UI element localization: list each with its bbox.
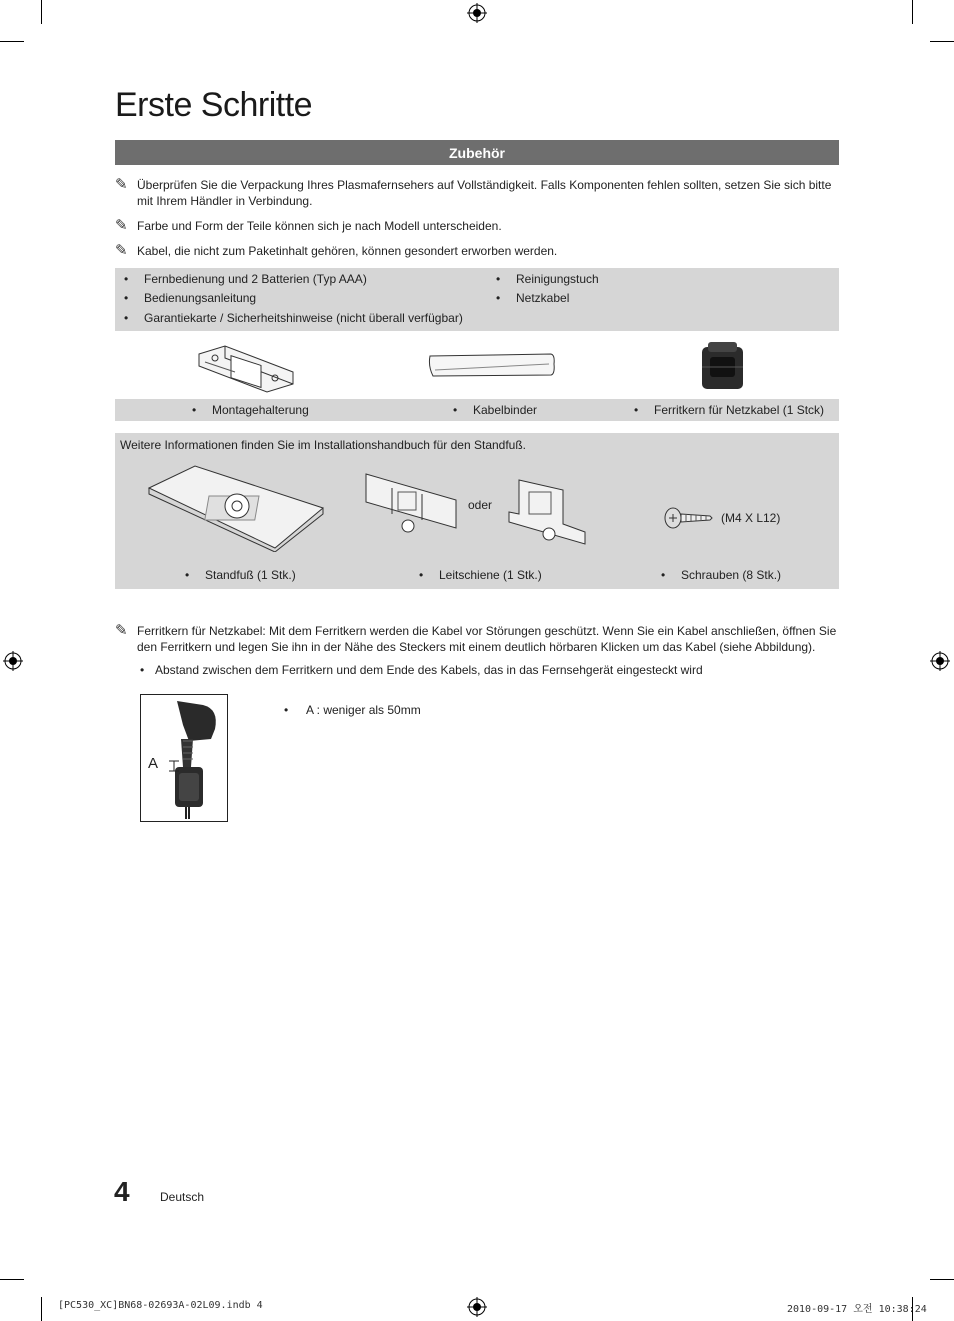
- figure-label-a: A: [148, 755, 159, 772]
- list-item: • Leitschiene (1 Stk.): [419, 568, 542, 582]
- print-date: 2010-09-17 오전 10:38:24: [787, 1304, 927, 1315]
- list-item: • Garantiekarte / Sicherheitshinweise (nicht überall verfügbar): [124, 311, 463, 325]
- guide-rail-image-2: [505, 476, 589, 548]
- pencil-note-icon: ✎: [115, 217, 128, 234]
- ferrite-note: ✎ Ferritkern für Netzkabel: Mit dem Ferritkern werden die Kabel vor Störungen geschützt. Wenn Sie ein Kabel anschließen, öffnen Sie den Ferritkern und legen Sie ihn in der Nähe des Steckers mit einem deutlich hörbaren Klicken um das Kabel (siehe Abbildung).: [115, 622, 837, 654]
- registration-mark-icon: [467, 1297, 487, 1317]
- language-label: Deutsch: [160, 1190, 205, 1204]
- list-item: • Schrauben (8 Stk.): [661, 568, 782, 582]
- section-header: Zubehör: [115, 140, 839, 165]
- screw-spec: (M4 X L12): [721, 511, 781, 525]
- wall-mount-bracket-image: [195, 338, 299, 394]
- page-number: 4: [114, 1176, 130, 1207]
- pencil-note-icon: ✎: [115, 622, 128, 639]
- list-item: • Abstand zwischen dem Ferritkern und dem Ende des Kabels, das in das Fernsehgerät eingesteckt wird: [140, 663, 703, 677]
- note-color-shape: ✎ Farbe und Form der Teile können sich je nach Modell unterscheiden.: [115, 217, 502, 234]
- note-completeness: ✎ Überprüfen Sie die Verpackung Ihres Plasmafernsehers auf Vollständigkeit. Falls Komponenten fehlen sollten, setzen Sie sich bitte mit Ihrem Händler in Verbindung.: [115, 176, 832, 208]
- stand-base-image: [145, 462, 325, 552]
- pencil-note-icon: ✎: [115, 176, 128, 193]
- or-label: oder: [468, 498, 493, 512]
- ferrite-figure: [140, 694, 228, 822]
- list-item: • A : weniger als 50mm: [284, 703, 421, 717]
- guide-rail-image-1: [362, 470, 462, 534]
- screw-icon: [664, 507, 714, 529]
- file-info: [PC530_XC]BN68-02693A-02L09.indb 4: [58, 1300, 263, 1311]
- list-item: • Fernbedienung und 2 Batterien (Typ AAA): [124, 272, 367, 286]
- registration-mark-icon: [467, 3, 487, 23]
- note-cables: ✎ Kabel, die nicht zum Paketinhalt gehören, können gesondert erworben werden.: [115, 242, 558, 259]
- registration-mark-icon: [3, 651, 23, 671]
- ferrite-core-image: [700, 341, 745, 391]
- list-item: • Standfuß (1 Stk.): [185, 568, 296, 582]
- list-item: • Montagehalterung: [192, 403, 309, 417]
- page-title: Erste Schritte: [115, 86, 313, 124]
- list-item: • Kabelbinder: [453, 403, 538, 417]
- pencil-note-icon: ✎: [115, 242, 128, 259]
- cable-tie-image: [427, 352, 557, 378]
- list-item: • Netzkabel: [496, 291, 570, 305]
- list-item: • Reinigungstuch: [496, 272, 599, 286]
- list-item: • Bedienungsanleitung: [124, 291, 257, 305]
- stand-info-text: Weitere Informationen finden Sie im Installationshandbuch für den Standfuß.: [120, 438, 527, 452]
- list-item: • Ferritkern für Netzkabel (1 Stck): [634, 403, 825, 417]
- registration-mark-icon: [930, 651, 950, 671]
